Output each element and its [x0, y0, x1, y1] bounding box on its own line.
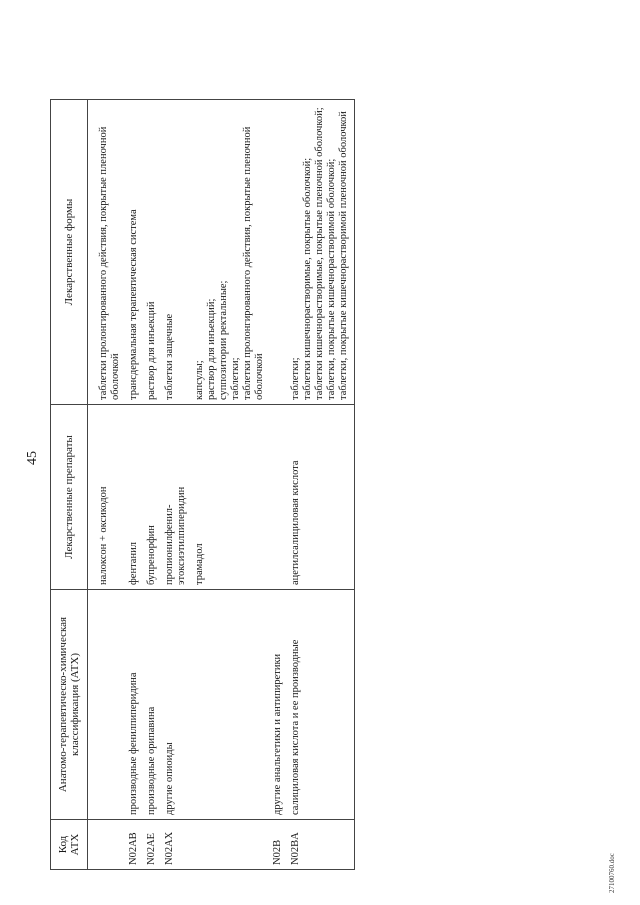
atc-table — [50, 99, 355, 870]
cell-forms — [144, 100, 162, 405]
dosage-form-line: таблетки пролонгированного действия, покрытые пленочной оболочкой — [242, 126, 265, 400]
cell-forms — [162, 100, 192, 405]
cell-drug — [270, 405, 288, 590]
dosage-form-line: капсулы; — [194, 360, 205, 400]
dosage-form-line: трансдермальная терапевтическая система — [128, 209, 139, 400]
dosage-form-line: таблетки защечные — [164, 313, 175, 400]
cell-drug: пропионилфенил-этоксиэтилпиперидин — [162, 405, 192, 590]
cell-drug: трамадол — [192, 405, 270, 590]
cell-code: N02AB — [126, 820, 144, 870]
cell-classification — [192, 590, 270, 820]
dosage-form-line: таблетки, покрытые кишечнорастворимой пленочной оболочкой — [338, 111, 349, 400]
cell-code: N02AE — [144, 820, 162, 870]
cell-code: N02B — [270, 820, 288, 870]
cell-code — [88, 820, 127, 870]
cell-forms — [288, 100, 355, 405]
cell-drug: ацетилсалициловая кислота — [288, 405, 355, 590]
cell-forms — [270, 100, 288, 405]
header-classification: Анатомо-терапевтическо-химическая классификация (АТХ) — [51, 590, 88, 820]
table-row — [144, 100, 162, 870]
dosage-form-line: таблетки пролонгированного действия, покрытые пленочной оболочкой — [98, 126, 121, 400]
header-drug: Лекарственные препараты — [51, 405, 88, 590]
table-body — [88, 100, 355, 870]
cell-forms — [88, 100, 127, 405]
document-code: 27100760.doc — [608, 853, 616, 893]
cell-classification: салициловая кислота и ее производные — [288, 590, 355, 820]
dosage-form-line: раствор для инъекций — [146, 301, 157, 400]
cell-classification: производные фенилпиперидина — [126, 590, 144, 820]
dosage-form-line: таблетки кишечнорастворимые, покрытые оболочкой; — [302, 157, 313, 400]
header-code: Код АТХ — [51, 820, 88, 870]
table-row — [192, 100, 270, 870]
dosage-form-line: таблетки; — [230, 357, 241, 400]
table-row — [88, 100, 127, 870]
cell-code: N02BA — [288, 820, 355, 870]
dosage-form-line: таблетки кишечнорастворимые, покрытые пленочной оболочкой; — [314, 107, 325, 400]
cell-drug: бупренорфин — [144, 405, 162, 590]
cell-drug: фентанил — [126, 405, 144, 590]
cell-drug: налоксон + оксикодон — [88, 405, 127, 590]
dosage-form-line: раствор для инъекций; — [206, 298, 217, 400]
cell-classification: другие анальгетики и антипиретики — [270, 590, 288, 820]
table-header-row — [51, 100, 88, 870]
cell-classification — [88, 590, 127, 820]
cell-classification: производные орипавина — [144, 590, 162, 820]
table-row — [126, 100, 144, 870]
page-number: 45 — [25, 451, 40, 465]
cell-forms — [192, 100, 270, 405]
dosage-form-line: таблетки, покрытые кишечнорастворимой оболочкой; — [326, 158, 337, 400]
dosage-form-line: таблетки; — [290, 357, 301, 400]
cell-forms — [126, 100, 144, 405]
dosage-form-line: суппозитории ректальные; — [218, 280, 229, 400]
header-forms: Лекарственные формы — [51, 100, 88, 405]
cell-code: N02AX — [162, 820, 192, 870]
table-row — [288, 100, 355, 870]
table-row — [162, 100, 192, 870]
table-row — [270, 100, 288, 870]
cell-code — [192, 820, 270, 870]
cell-classification: другие опиоиды — [162, 590, 192, 820]
